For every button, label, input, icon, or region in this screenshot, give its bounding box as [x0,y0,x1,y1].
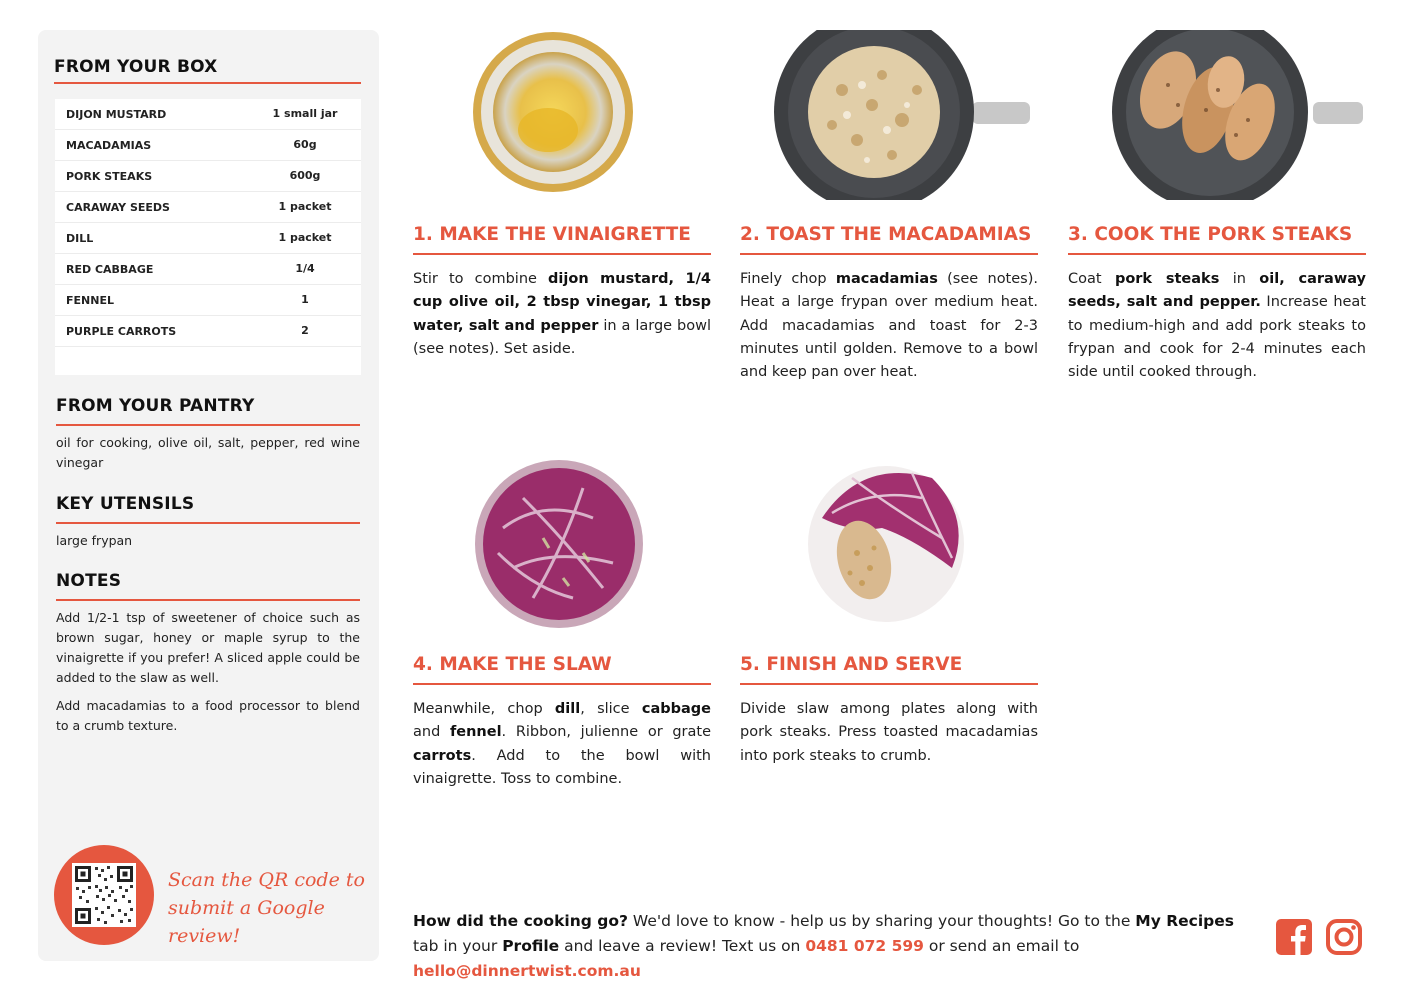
qr-caption [168,866,379,950]
step-4-title: 4. MAKE THE SLAW [413,654,612,675]
ingredient-qty: 2 [301,324,309,337]
step-text-run: Coat [1068,271,1115,287]
footer-text: or send an email to [923,937,1080,955]
step-text-run: , slice [580,701,642,717]
instagram-icon[interactable] [1326,919,1362,955]
qr-caption-line-2: submit a Google review! [168,897,325,947]
pantry-title: FROM YOUR PANTRY [56,396,255,416]
step-text-run: and [413,724,450,741]
notes-rule [56,599,360,601]
table-row [55,130,361,161]
ingredient-qty: 1/4 [295,262,315,275]
note-1: Add 1/2-1 tsp of sweetener of choice such as brown sugar, honey or maple syrup to the vinaigrette if you prefer! A sliced apple could be added to the slaw as well. [56,610,360,685]
box-title-rule [54,82,361,84]
footer-text: and leave a review! Text us on [559,937,806,955]
table-row [55,161,361,192]
table-row [55,254,361,285]
step-1-text [413,268,711,361]
step-text-bold: carrots [413,747,472,764]
email-link[interactable]: hello@dinnertwist.com.au [413,962,641,980]
pantry-text: oil for cooking, olive oil, salt, pepper, red wine vinegar [56,435,360,470]
footer-text: We'd love to know - help us by sharing your thoughts! Go to the [627,912,1136,930]
notes-section [56,571,360,736]
sidebar [38,30,379,961]
macadamias-pan-image [772,30,1034,200]
table-row [55,99,361,130]
step-1 [413,224,711,361]
ingredient-qty: 1 packet [278,231,332,244]
facebook-icon[interactable] [1276,919,1312,955]
step-2-text [740,268,1038,384]
qr-caption-line-1: Scan the QR code to [168,869,365,891]
utensils-rule [56,522,360,524]
step-text-bold: macadamias [835,271,938,287]
step-2-title: 2. TOAST THE MACADAMIAS [740,224,1032,245]
step-text-run: Stir to combine [413,271,549,287]
step-5 [740,654,1038,768]
footer-bold: My Recipes [1135,912,1234,930]
step-text-bold: cabbage [641,701,711,717]
step-2 [740,224,1038,384]
step-text-run: . Ribbon, julienne or grate [501,724,711,741]
ingredient-name: PORK STEAKS [66,170,153,183]
qr-badge[interactable] [54,845,154,945]
footer-bold: How did the cooking go? [413,912,628,930]
step-3-rule [1068,253,1366,255]
note-2: Add macadamias to a food processor to blend to a crumb texture. [56,698,360,733]
pantry-section [56,396,360,473]
table-row [55,316,361,347]
step-text-run: Meanwhile, chop [413,701,555,717]
ingredient-name: FENNEL [66,294,114,307]
step-4 [413,654,711,791]
review-footer [413,909,1263,984]
ingredient-qty: 60g [293,138,317,151]
step-2-rule [740,253,1038,255]
ingredients-table [55,99,361,375]
ingredient-qty: 1 [301,293,309,306]
qr-code-icon[interactable] [72,863,136,927]
footer-bold: Profile [502,937,560,955]
step-5-title: 5. FINISH AND SERVE [740,654,963,675]
table-row [55,285,361,316]
step-4-rule [413,683,711,685]
step-3-text [1068,268,1366,384]
step-text-bold: oil, caraway seeds, salt and pepper. [1068,271,1367,311]
ingredient-name: PURPLE CARROTS [66,325,177,338]
step-1-rule [413,253,711,255]
ingredient-name: MACADAMIAS [66,139,152,152]
ingredient-name: DILL [66,232,94,245]
vinaigrette-bowl-image [468,30,638,200]
utensils-section [56,494,360,551]
from-your-box-title: FROM YOUR BOX [54,57,218,77]
step-3 [1068,224,1366,384]
pantry-rule [56,424,360,426]
step-text-run: Increase heat to medium-high and add pork steaks to frypan and cook for 2-4 minutes each side until cooked through. [1068,294,1366,381]
ingredient-name: CARAWAY SEEDS [66,201,170,214]
footer-text: tab in your [413,937,503,955]
step-text-run: in [1219,271,1260,287]
step-1-title: 1. MAKE THE VINAIGRETTE [413,224,691,245]
ingredient-name: DIJON MUSTARD [66,108,167,121]
step-3-title: 3. COOK THE PORK STEAKS [1068,224,1353,245]
ingredient-qty: 1 packet [278,200,332,213]
step-5-text [740,698,1038,768]
step-text-bold: dill [554,701,581,717]
step-text-bold: dijon mustard, 1/4 cup olive oil, 2 tbsp vinegar, 1 tbsp water, salt and pepper [413,271,711,334]
step-5-rule [740,683,1038,685]
utensils-title: KEY UTENSILS [56,494,195,514]
notes-title: NOTES [56,571,122,591]
step-text-run: . Add to the bowl with vinaigrette. Toss to combine. [413,747,711,787]
phone-link[interactable]: 0481 072 599 [805,937,924,955]
step-text-bold: pork steaks [1114,271,1220,287]
step-text-run: in a large bowl (see notes). Set aside. [413,317,711,357]
step-text-run: Divide slaw among plates along with pork steaks. Press toasted macadamias into pork steaks to crumb. [740,701,1038,764]
plated-dish-image [802,458,970,626]
table-row [55,192,361,223]
step-text-run: Finely chop [740,271,836,287]
slaw-bowl-image [473,458,645,630]
ingredient-qty: 600g [289,169,321,182]
ingredient-qty: 1 small jar [272,107,338,120]
step-4-text [413,698,711,791]
ingredient-name: RED CABBAGE [66,263,154,276]
pork-steaks-pan-image [1108,30,1370,200]
step-text-run: (see notes). Heat a large frypan over medium heat. Add macadamias and toast for 2-3 minutes until golden. Remove to a bowl and keep pan over heat. [740,271,1038,381]
utensils-text: large frypan [56,533,133,548]
step-text-bold: fennel [449,724,502,741]
table-row [55,223,361,254]
